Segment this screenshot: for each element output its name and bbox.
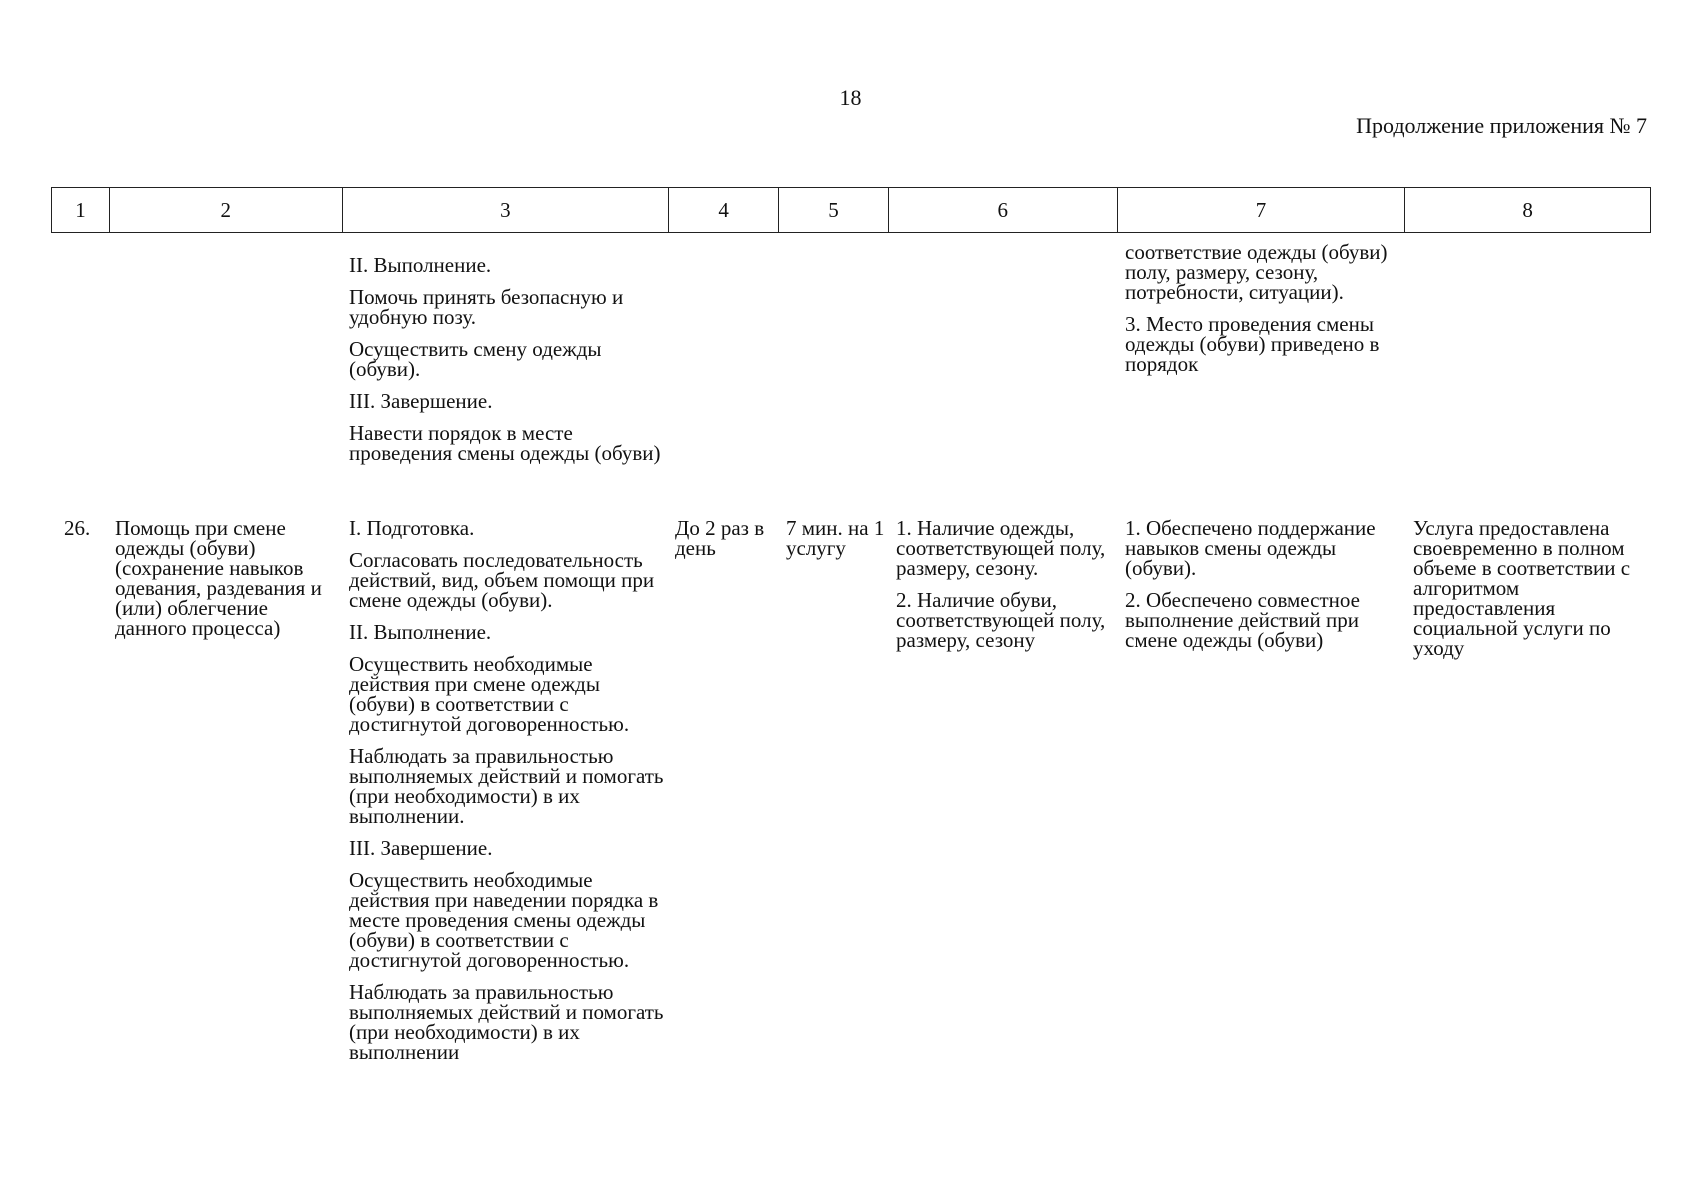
table-header [51, 187, 1651, 233]
paragraph: Услуга предоставлена своевременно в полном объеме в соответствии с алгоритмом предоставления социальной услуги по уходу [1413, 516, 1631, 660]
row-26-service-name [115, 518, 337, 650]
paragraph: Помочь принять безопасную и удобную позу. [349, 285, 624, 329]
paragraph: II. Выполнение. [349, 253, 492, 277]
paragraph: Наблюдать за правильностью выполняемых действий и помогать (при необходимости) в их выполнении. [349, 744, 664, 828]
paragraph: соответствие одежды (обуви) полу, размеру, сезону, потребности, ситуации). [1125, 240, 1388, 304]
header-col-8: 8 [1522, 198, 1533, 222]
paragraph: 1. Наличие одежды, соответствующей полу, размеру, сезону. [896, 516, 1106, 580]
paragraph: Осуществить смену одежды (обуви). [349, 337, 602, 381]
paragraph: Согласовать последовательность действий, вид, объем помощи при смене одежды (обуви). [349, 548, 655, 612]
paragraph: Помощь при смене одежды (обуви) (сохранение навыков одевания, раздевания и (или) облегчение данного процесса) [115, 516, 322, 640]
header-col-2: 2 [110, 188, 343, 232]
paragraph: II. Выполнение. [349, 620, 492, 644]
page-number: 18 [839, 85, 862, 110]
paragraph: III. Завершение. [349, 389, 493, 413]
header-col-6: 6 [889, 188, 1118, 232]
paragraph: III. Завершение. [349, 836, 493, 860]
row-26-col7 [1125, 518, 1405, 662]
paragraph: 2. Наличие обуви, соответствующей полу, размеру, сезону [896, 588, 1106, 652]
header-col-1: 1 [52, 188, 110, 232]
header-col-5: 5 [779, 188, 889, 232]
header-col-4: 4 [669, 188, 779, 232]
row-26-col3 [349, 518, 664, 1074]
row-26-col6 [896, 518, 1114, 662]
paragraph: 7 мин. на 1 услугу [786, 516, 885, 560]
header-col-3: 3 [343, 188, 670, 232]
continued-row-col7 [1125, 242, 1400, 386]
row-26-frequency [675, 518, 773, 570]
row-26-duration [786, 518, 890, 570]
paragraph: I. Подготовка. [349, 516, 475, 540]
paragraph: 3. Место проведения смены одежды (обуви) приведено в порядок [1125, 312, 1380, 376]
paragraph: Осуществить необходимые действия при наведении порядка в месте проведения смены одежды (обуви) в соответствии с достигнутой договоренностью. [349, 868, 659, 972]
row-26-col8 [1413, 518, 1648, 670]
row-number: 26. [64, 516, 91, 540]
paragraph: Осуществить необходимые действия при смене одежды (обуви) в соответствии с достигнутой договоренностью. [349, 652, 630, 736]
paragraph: Наблюдать за правильностью выполняемых действий и помогать (при необходимости) в их выполнении [349, 980, 664, 1064]
continuation-label: Продолжение приложения № 7 [1356, 113, 1647, 138]
paragraph: До 2 раз в день [675, 516, 765, 560]
paragraph: 1. Обеспечено поддержание навыков смены одежды (обуви). [1125, 516, 1376, 580]
header-col-7: 7 [1118, 188, 1406, 232]
paragraph: Навести порядок в месте проведения смены одежды (обуви) [349, 421, 661, 465]
continued-row-col3 [349, 255, 664, 475]
paragraph: 2. Обеспечено совместное выполнение действий при смене одежды (обуви) [1125, 588, 1360, 652]
